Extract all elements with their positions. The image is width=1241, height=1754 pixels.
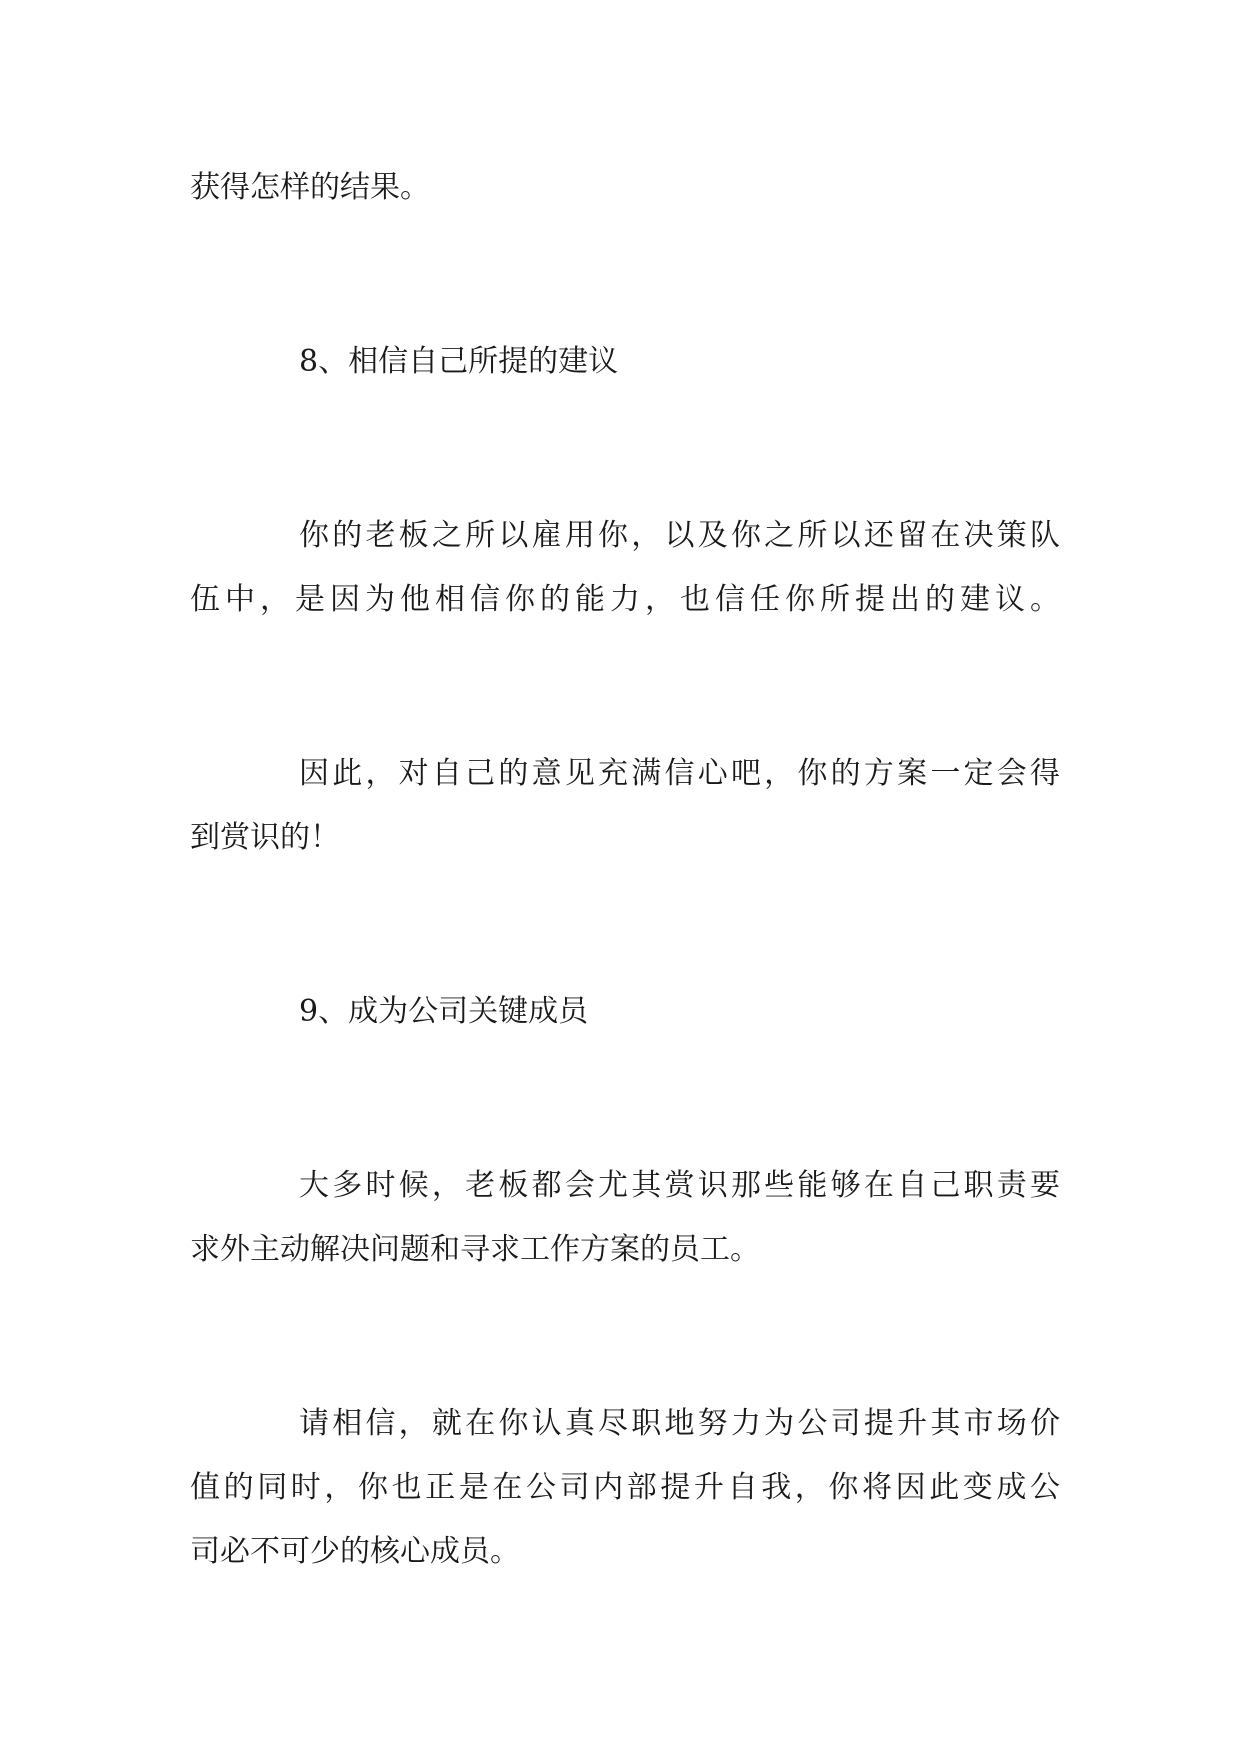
paragraph-line: 求外主动解决问题和寻求工作方案的员工。 bbox=[190, 1232, 760, 1267]
paragraph-continuation-line: 获得怎样的结果。 bbox=[190, 170, 430, 205]
paragraph-line: 值的同时，你也正是在公司内部提升自我，你将因此变成公 bbox=[190, 1470, 1060, 1505]
section-heading-9: 9、成为公司关键成员 bbox=[299, 994, 589, 1029]
paragraph-line: 伍中，是因为他相信你的能力，也信任你所提出的建议。 bbox=[190, 582, 1060, 617]
paragraph-line: 你的老板之所以雇用你，以及你之所以还留在决策队 bbox=[299, 518, 1060, 553]
section-heading-8: 8、相信自己所提的建议 bbox=[299, 344, 619, 379]
paragraph-line: 司必不可少的核心成员。 bbox=[190, 1534, 520, 1569]
paragraph-line: 请相信，就在你认真尽职地努力为公司提升其市场价 bbox=[299, 1406, 1060, 1441]
paragraph-line: 因此，对自己的意见充满信心吧，你的方案一定会得 bbox=[299, 756, 1060, 791]
paragraph-line: 到赏识的！ bbox=[190, 820, 340, 855]
paragraph-line: 大多时候，老板都会尤其赏识那些能够在自己职责要 bbox=[299, 1168, 1060, 1203]
